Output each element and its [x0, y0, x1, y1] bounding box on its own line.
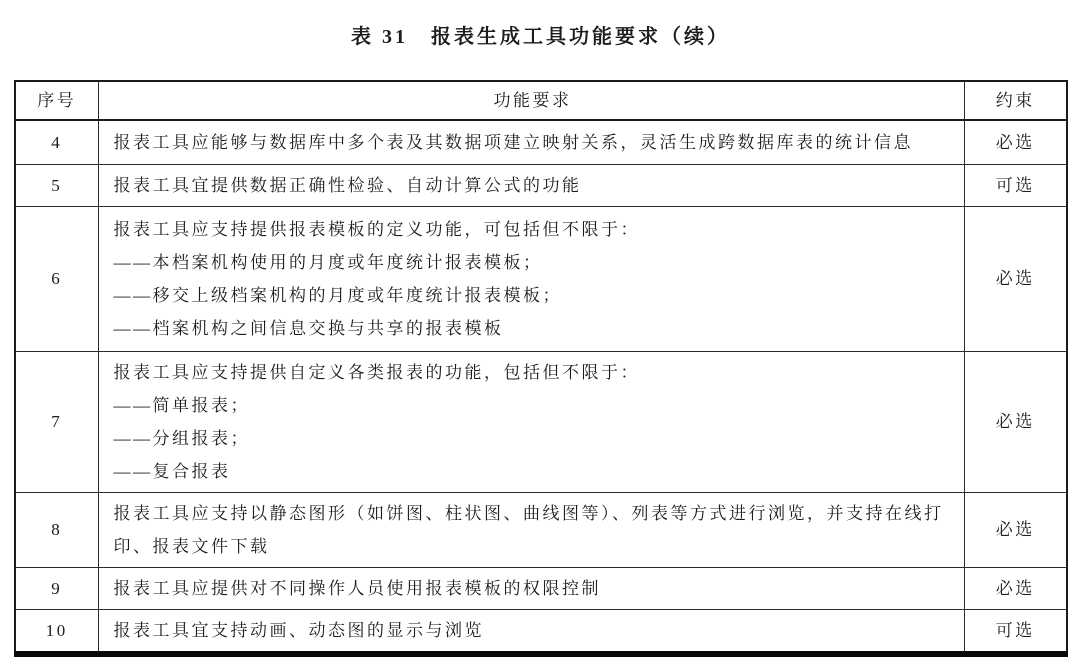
row-serial-number: 8 — [15, 492, 98, 567]
requirement-line: 报表工具应支持提供报表模板的定义功能，可包括但不限于： — [113, 219, 640, 239]
row-requirement-cell — [98, 492, 964, 567]
row-requirement-cell — [98, 609, 964, 654]
table-body — [15, 120, 1067, 654]
header-constraint: 约束 — [964, 81, 1067, 120]
requirements-table — [14, 80, 1068, 657]
row-constraint-cell: 必选 — [964, 206, 1067, 351]
table-row — [15, 609, 1067, 654]
header-row — [15, 81, 1067, 120]
requirement-line: ——分组报表； — [113, 428, 250, 448]
requirement-line: 报表工具宜支持动画、动态图的显示与浏览 — [113, 620, 484, 640]
requirements-table-container — [14, 80, 1066, 657]
table-title: 表 31 报表生成工具功能要求（续） — [351, 26, 730, 48]
row-serial-number: 9 — [15, 567, 98, 609]
requirement-line: 报表工具应能够与数据库中多个表及其数据项建立映射关系，灵活生成跨数据库表的统计信息 — [113, 132, 913, 152]
requirement-line: ——复合报表 — [113, 461, 231, 481]
row-constraint-cell: 可选 — [964, 164, 1067, 206]
row-constraint-cell: 必选 — [964, 492, 1067, 567]
table-row — [15, 567, 1067, 609]
requirement-line: ——移交上级档案机构的月度或年度统计报表模板； — [113, 285, 562, 305]
header-serial-number: 序号 — [15, 81, 98, 120]
table-row — [15, 351, 1067, 492]
header-functional-requirement: 功能要求 — [98, 81, 964, 120]
row-constraint-cell: 必选 — [964, 351, 1067, 492]
requirement-line: 报表工具宜提供数据正确性检验、自动计算公式的功能 — [113, 175, 582, 195]
requirement-line: 报表工具应支持以静态图形（如饼图、柱状图、曲线图等）、列表等方式进行浏览，并支持在线打印、报表文件下载 — [113, 503, 944, 556]
requirement-line: 报表工具应支持提供自定义各类报表的功能，包括但不限于： — [113, 362, 640, 382]
row-serial-number: 5 — [15, 164, 98, 206]
row-constraint-cell: 可选 — [964, 609, 1067, 654]
requirement-line: 报表工具应提供对不同操作人员使用报表模板的权限控制 — [113, 578, 601, 598]
row-serial-number: 10 — [15, 609, 98, 654]
table-row — [15, 164, 1067, 206]
row-requirement-cell — [98, 120, 964, 164]
row-serial-number: 6 — [15, 206, 98, 351]
row-constraint-cell: 必选 — [964, 567, 1067, 609]
row-serial-number: 4 — [15, 120, 98, 164]
row-requirement-cell — [98, 351, 964, 492]
row-constraint-cell: 必选 — [964, 120, 1067, 164]
requirement-line: ——简单报表； — [113, 395, 250, 415]
table-row — [15, 492, 1067, 567]
table-row — [15, 120, 1067, 164]
requirement-line: ——本档案机构使用的月度或年度统计报表模板； — [113, 252, 543, 272]
requirement-line: ——档案机构之间信息交换与共享的报表模板 — [113, 318, 504, 338]
row-serial-number: 7 — [15, 351, 98, 492]
row-requirement-cell — [98, 206, 964, 351]
row-requirement-cell — [98, 164, 964, 206]
table-header — [15, 81, 1067, 120]
table-row — [15, 206, 1067, 351]
row-requirement-cell — [98, 567, 964, 609]
